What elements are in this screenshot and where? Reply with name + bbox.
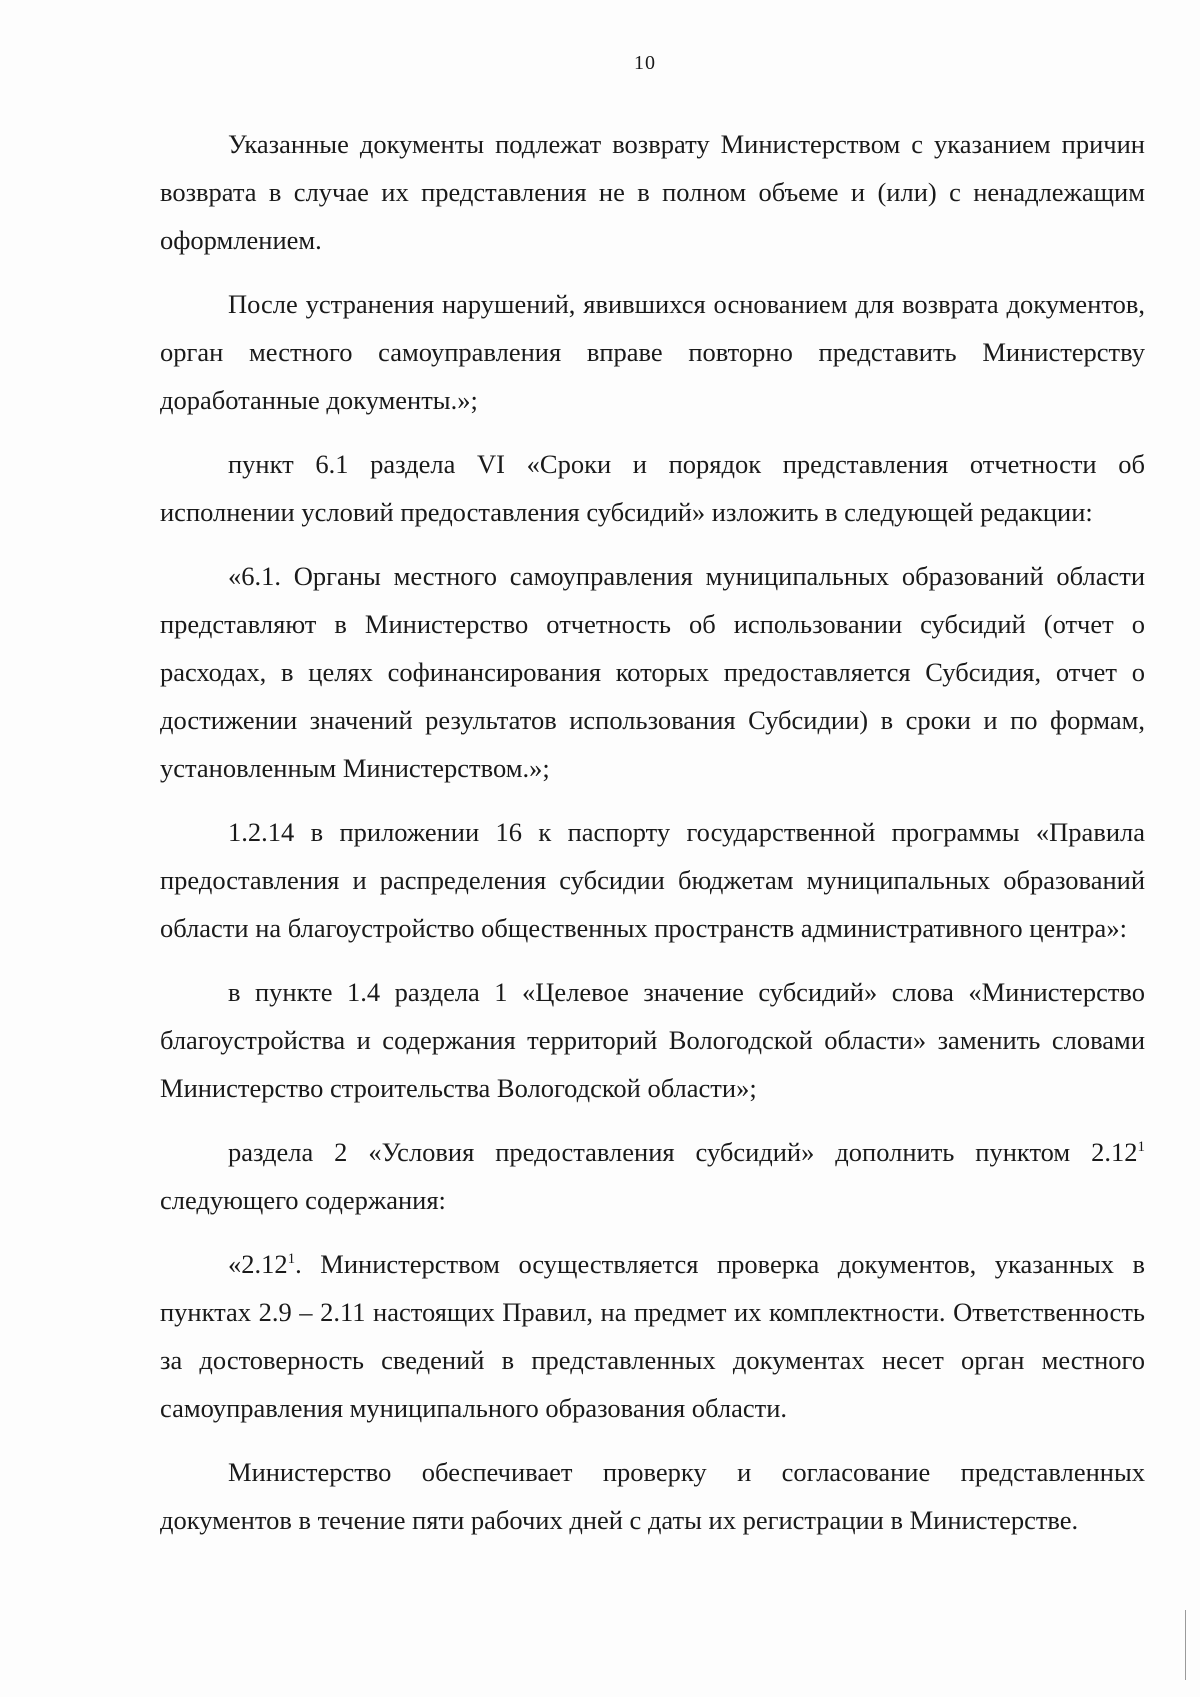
superscript: 1	[287, 1251, 296, 1268]
scan-margin-mark	[1185, 1610, 1186, 1680]
paragraph-point-2-12-1	[160, 1240, 1145, 1432]
superscript: 1	[1137, 1139, 1145, 1156]
paragraph-point-6-1-amendment: пункт 6.1 раздела VI «Сроки и порядок представления отчетности об исполнении условий предоставления субсидий» изложить в следующей редакции:	[160, 449, 1145, 527]
paragraph-text: следующего содержания:	[160, 1185, 446, 1215]
page-number: 10	[634, 52, 656, 74]
paragraph-point-1-4: в пункте 1.4 раздела 1 «Целевое значение субсидий» слова «Министерство благоустройства и содержания территорий Вологодской области» заменить словами Министерство строительства Вологодской области»;	[160, 977, 1145, 1103]
paragraph-section-2-addition	[160, 1128, 1145, 1224]
paragraph-text: раздела 2 «Условия предоставления субсидий» дополнить пунктом 2.12	[228, 1137, 1138, 1167]
paragraph-ministry-review: Министерство обеспечивает проверку и согласование представленных документов в течение пяти рабочих дней с даты их регистрации в Министерстве.	[160, 1457, 1145, 1535]
paragraph-return-documents: Указанные документы подлежат возврату Министерством с указанием причин возврата в случае их представления не в полном объеме и (или) с ненадлежащим оформлением.	[160, 129, 1145, 255]
paragraph-point-6-1-text: «6.1. Органы местного самоуправления муниципальных образований области представляют в Министерство отчетность об использовании субсидий (отчет о расходах, в целях софинансирования которых предоставляется Субсидия, отчет о достижении значений результатов использования Субсидии) в сроки и по формам, установленным Министерством.»;	[160, 561, 1145, 783]
paragraph-1-2-14: 1.2.14 в приложении 16 к паспорту государственной программы «Правила предоставления и распределения субсидии бюджетам муниципальных образований области на благоустройство общественных пространств административного центра»:	[160, 817, 1145, 943]
paragraph-text: . Министерством осуществляется проверка документов, указанных в пунктах 2.9 – 2.11 настоящих Правил, на предмет их комплектности. Ответственность за достоверность сведений в представленных документах несет орган местного самоуправления муниципального образования области.	[160, 1249, 1145, 1423]
paragraph-resubmission: После устранения нарушений, явившихся основанием для возврата документов, орган местного самоуправления вправе повторно представить Министерству доработанные документы.»;	[160, 289, 1145, 415]
document-body	[160, 120, 1145, 1544]
paragraph-text: «2.12	[228, 1249, 288, 1279]
